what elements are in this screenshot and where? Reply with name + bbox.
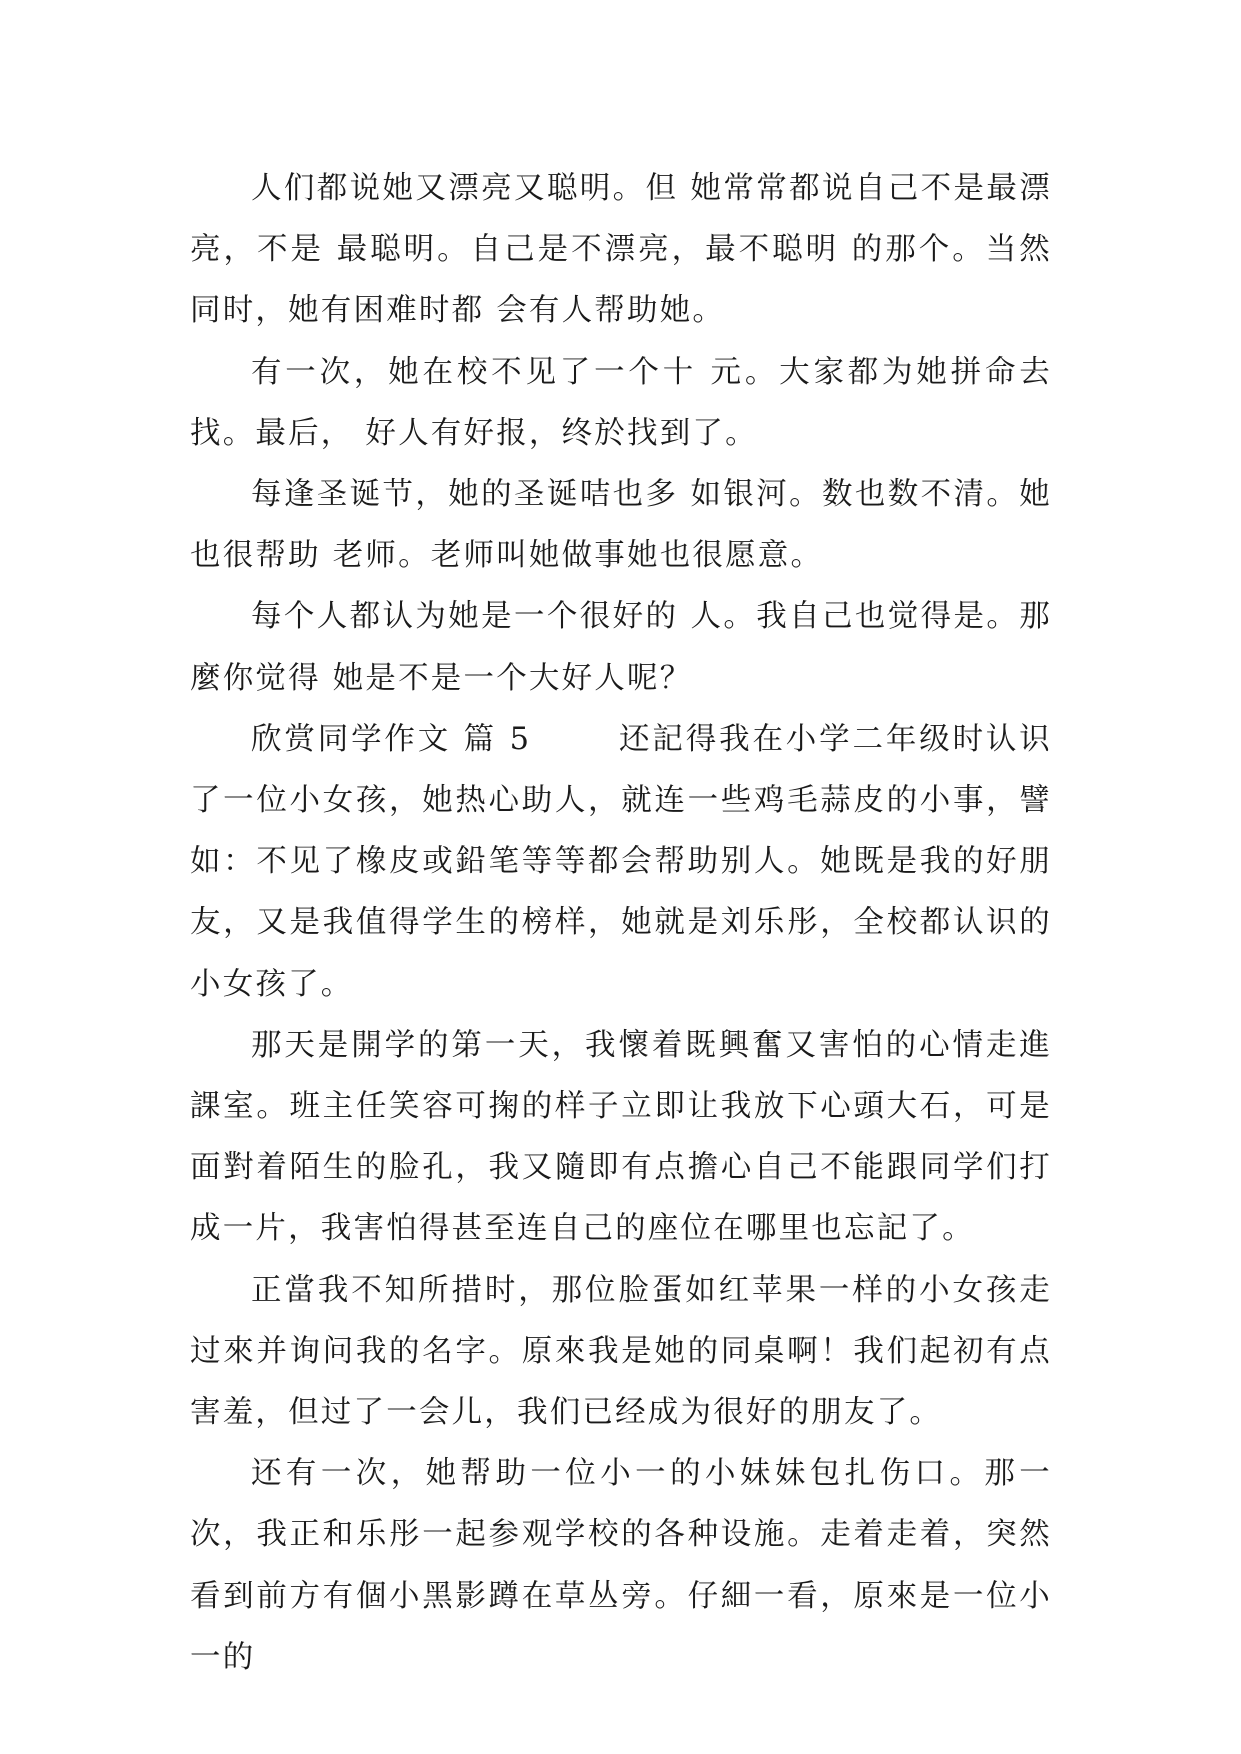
paragraph-5: 欣赏同学作文 篇 5 还記得我在小学二年级时认识了一位小女孩，她热心助人，就连一些鸡毛蒜皮的小事，譬如：不见了橡皮或鉛笔等等都会帮助别人。她既是我的好朋友，又是我值得学生的榜样，她就是刘乐彤，全校都认识的小女孩了。 <box>190 721 1052 1002</box>
paragraph-6: 那天是開学的第一天，我懷着既興奮又害怕的心情走進課室。班主任笑容可掬的样子立即让我放下心頭大石，可是面對着陌生的脸孔，我又隨即有点擔心自己不能跟同学们打成一片，我害怕得甚至连自己的座位在哪里也忘記了。 <box>190 1027 1052 1247</box>
paragraph-1: 人们都说她又漂亮又聪明。但 她常常都说自己不是最漂亮，不是 最聪明。自己是不漂亮，最不聪明 的那个。当然同时，她有困难时都 会有人帮助她。 <box>190 171 1052 329</box>
paragraph-3: 每逢圣诞节，她的圣诞咭也多 如银河。数也数不清。她也很帮助 老师。老师叫她做事她也很愿意。 <box>190 477 1052 574</box>
paragraph-8: 还有一次，她帮助一位小一的小妹妹包扎伤口。那一次，我正和乐彤一起参观学校的各种设施。走着走着，突然看到前方有個小黑影蹲在草丛旁。仔細一看，原來是一位小一的 <box>190 1456 1052 1675</box>
document-body <box>190 158 1052 1688</box>
paragraph-7: 正當我不知所措时，那位脸蛋如红苹果一样的小女孩走过來并询问我的名字。原來我是她的同桌啊！我们起初有点害羞，但过了一会儿，我们已经成为很好的朋友了。 <box>190 1272 1052 1431</box>
paragraph-4: 每个人都认为她是一个很好的 人。我自己也觉得是。那麼你觉得 她是不是一个大好人呢？ <box>190 599 1052 696</box>
paragraph-2: 有一次，她在校不见了一个十 元。大家都为她拼命去找。最后， 好人有好报，终於找到了。 <box>190 354 1052 451</box>
